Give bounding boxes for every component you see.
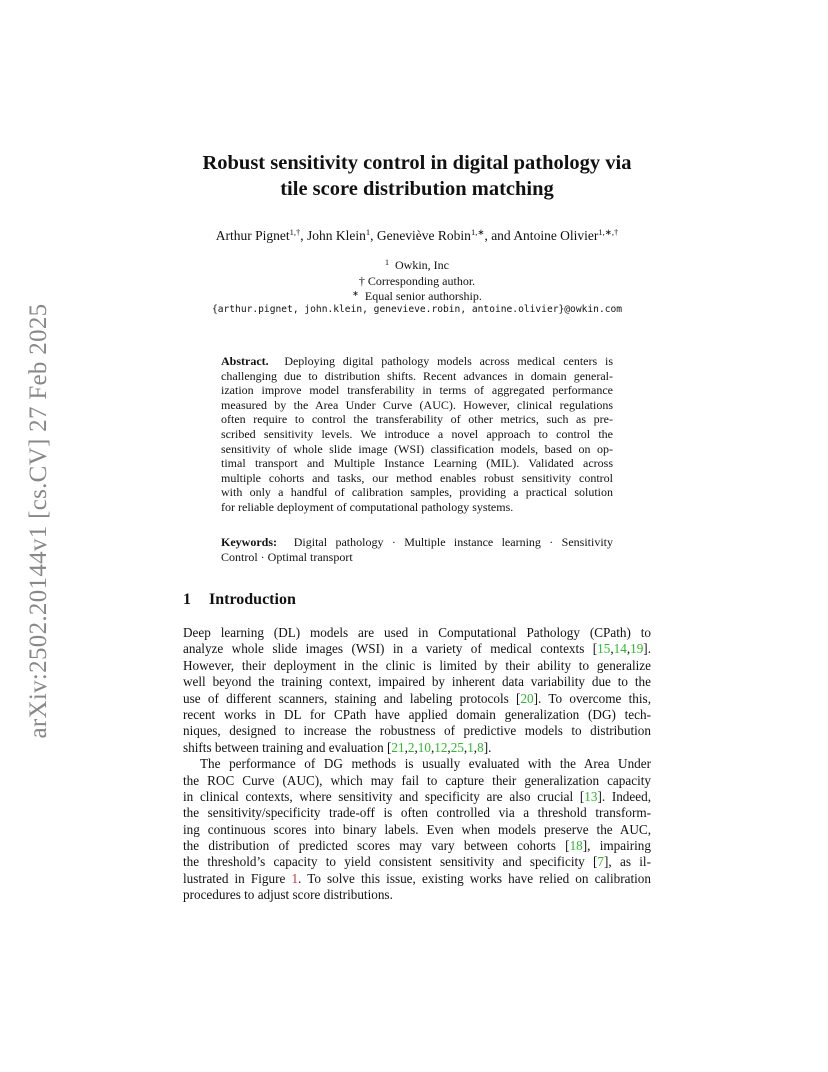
- corresponding-author-note: † Corresponding author.: [358, 274, 476, 288]
- body-line: well beyond the training context, impaired by inherent data variability due to the: [183, 674, 651, 690]
- equal-authorship-note: [150, 289, 684, 304]
- body-line: niques, designed to increase the robustness of predictive models to distribution: [183, 723, 651, 739]
- citation-link[interactable]: 13: [584, 788, 598, 804]
- citation-link[interactable]: 8: [477, 739, 484, 755]
- citation-link[interactable]: 21: [391, 739, 405, 755]
- author-affiliation-mark: 1: [365, 227, 371, 237]
- abstract-line: timal transport and Multiple Instance Learning (MIL). Validated across: [221, 456, 613, 471]
- citation-link[interactable]: 10: [417, 739, 431, 755]
- author-separator: ,: [300, 228, 307, 243]
- author-name: Arthur Pignet: [215, 228, 290, 243]
- body-line: the distribution of predicted scores may vary between cohorts [18], impairing: [183, 838, 651, 854]
- affiliation-mark: 1: [385, 258, 389, 267]
- equal-mark: ∗: [352, 289, 359, 298]
- author-separator: ,: [370, 228, 377, 243]
- affiliation-name: Owkin, Inc: [395, 258, 449, 272]
- citation-link[interactable]: 15: [597, 641, 611, 657]
- body-line: use of different scanners, staining and labeling protocols [20]. To overcome this,: [183, 690, 651, 706]
- affiliation-org: [150, 258, 684, 273]
- citation-link[interactable]: 20: [520, 690, 534, 706]
- body-line: analyze whole slide images (WSI) in a variety of medical contexts [15,14,19].: [183, 641, 651, 657]
- citation-link[interactable]: 14: [613, 641, 627, 657]
- abstract-line: measured by the Area Under Curve (AUC). However, clinical regulations: [221, 397, 613, 412]
- body-line: recent works in DL for CPath have applied domain generalization (DG) tech-: [183, 706, 651, 722]
- author-separator: , and: [484, 228, 514, 243]
- abstract-line: sensitivity of whole slide image (WSI) classification models, based on op-: [221, 441, 613, 456]
- author-name: Geneviève Robin: [376, 228, 471, 243]
- abstract-label: Abstract.: [221, 354, 269, 368]
- body-line: However, their deployment in the clinic is limited by their ability to generalize: [183, 657, 651, 673]
- citation-link[interactable]: 19: [630, 641, 644, 657]
- title-line-2: tile score distribution matching: [280, 178, 554, 200]
- citation-link[interactable]: 7: [597, 854, 605, 870]
- body-line: shifts between training and evaluation [21,2,10,12,25,1,8].: [183, 739, 492, 755]
- body-line: Deep learning (DL) models are used in Computational Pathology (CPath) to: [183, 625, 651, 640]
- abstract-line: ization improve model transferability in terms of aggregated performance: [221, 383, 613, 398]
- author-list: [150, 228, 684, 244]
- citation-link[interactable]: 18: [569, 838, 583, 854]
- arxiv-identifier[interactable]: arXiv:2502.20144v1 [cs.CV] 27 Feb 2025: [25, 303, 52, 739]
- keywords: [221, 535, 613, 565]
- citation-link[interactable]: 2: [407, 739, 415, 755]
- section-title: Introduction: [209, 591, 296, 608]
- section-heading: [183, 591, 296, 609]
- body-line: the sensitivity/specificity trade-off is often controlled via a threshold transform-: [183, 805, 651, 821]
- abstract: [221, 354, 613, 515]
- body-line: The performance of DG methods is usually evaluated with the Area Under: [200, 756, 651, 772]
- equal-text: Equal senior authorship.: [364, 289, 482, 303]
- introduction-body: [183, 625, 651, 904]
- author-name: John Klein: [306, 228, 366, 243]
- citation-link[interactable]: 1: [467, 739, 474, 755]
- abstract-line: with only a handful of calibration samples, providing a practical solution: [221, 485, 613, 500]
- abstract-line: for reliable deployment of computational pathology systems.: [221, 499, 514, 514]
- keywords-line: Control · Optimal transport: [221, 550, 353, 564]
- abstract-line: challenging due to distribution shifts. Recent advances in domain general-: [221, 368, 613, 383]
- paper-title: [150, 150, 684, 202]
- citation-link[interactable]: 25: [450, 739, 464, 755]
- keywords-line: Keywords: Digital pathology · Multiple instance learning · Sensitivity: [221, 535, 613, 549]
- abstract-line: Abstract. Deploying digital pathology models across medical centers is: [221, 354, 614, 368]
- author-emails[interactable]: {arthur.pignet, john.klein, genevieve.robin, antoine.olivier}@owkin.com: [211, 304, 623, 315]
- abstract-line: often require to control the transferability of other metrics, such as pre-: [221, 412, 613, 427]
- keywords-label: Keywords:: [221, 535, 277, 549]
- citation-link[interactable]: 12: [434, 739, 448, 755]
- body-line: lustrated in Figure 1. To solve this issue, existing works have relied on calibration: [183, 870, 651, 886]
- author-affiliation-mark: 1,†: [289, 227, 301, 237]
- abstract-line: scribed sensitivity levels. We introduce a novel approach to control the: [221, 426, 613, 441]
- title-line-1: Robust sensitivity control in digital pathology via: [202, 152, 632, 174]
- arxiv-sidebar: [22, 286, 56, 756]
- body-line: the ROC Curve (AUC), which may fail to capture their generalization capacity: [183, 772, 651, 788]
- body-line: ing continuous scores into binary labels. Even when models preserve the AUC,: [183, 821, 651, 837]
- author-affiliation-mark: 1,∗,†: [598, 227, 619, 237]
- author-name: Antoine Olivier: [513, 228, 599, 243]
- author-affiliation-mark: 1,∗: [470, 227, 485, 237]
- abstract-line: multiple cohorts and tasks, our method enables robust sensitivity control: [221, 470, 613, 485]
- body-line: procedures to adjust score distributions.: [183, 887, 393, 903]
- body-line: in clinical contexts, where sensitivity and specificity are also crucial [13]. Indeed,: [183, 788, 651, 804]
- section-number: 1: [183, 591, 191, 608]
- body-line: the threshold’s capacity to yield consistent sensitivity and specificity [7], as il-: [183, 854, 651, 870]
- figure-reference-link[interactable]: 1: [291, 870, 299, 886]
